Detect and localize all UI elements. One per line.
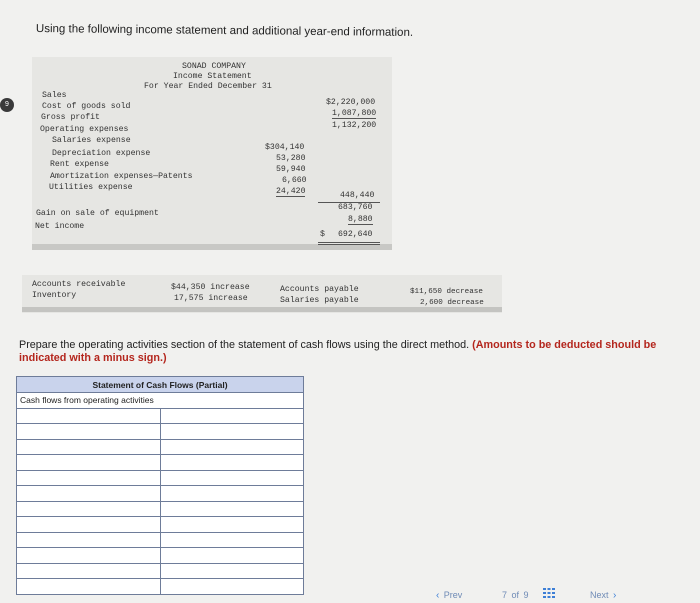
amount-input-cell[interactable]: [160, 563, 304, 579]
chevron-left-icon: ‹: [436, 590, 440, 601]
description-input-cell[interactable]: [17, 501, 161, 517]
sales-label: Sales: [42, 91, 67, 100]
net-income-double-rule: [318, 242, 380, 245]
additional-info-bottom-band: [22, 307, 502, 312]
rent-label: Rent expense: [50, 160, 109, 169]
grid-icon[interactable]: [543, 585, 555, 595]
cash-flow-table: [16, 376, 304, 595]
gain-label: Gain on sale of equipment: [36, 209, 159, 218]
table-row: [17, 563, 304, 579]
rent-value: 59,940: [276, 165, 306, 174]
description-input-cell[interactable]: [17, 486, 161, 502]
intro-text: Using the following income statement and additional year-end information.: [35, 23, 414, 39]
table-row: [17, 408, 304, 424]
page-total: 9: [523, 590, 529, 600]
accounts-receivable-value: $44,350 increase: [171, 283, 250, 292]
next-button[interactable]: [590, 585, 616, 603]
salaries-label: Salaries expense: [52, 136, 131, 145]
accounts-receivable-label: Accounts receivable: [32, 280, 126, 289]
table-row: [17, 517, 304, 533]
amount-input-cell[interactable]: [160, 486, 304, 502]
description-input-cell[interactable]: [17, 455, 161, 471]
table-row: [17, 579, 304, 595]
gross-profit-label: Gross profit: [41, 113, 100, 122]
amount-input-cell[interactable]: [160, 579, 304, 595]
amount-input-cell[interactable]: [160, 470, 304, 486]
company-name: SONAD COMPANY: [182, 62, 246, 71]
instructions-main: Prepare the operating activities section of the statement of cash flows using the direct method.: [19, 339, 470, 351]
chevron-right-icon: ›: [612, 590, 617, 601]
amount-input-cell[interactable]: [160, 408, 304, 424]
opex-label: Operating expenses: [40, 125, 129, 134]
depreciation-value: 53,280: [276, 154, 306, 163]
accounts-payable-label: Accounts payable: [280, 285, 359, 294]
cash-flow-table-header: Statement of Cash Flows (Partial): [17, 377, 304, 393]
page-separator: of: [511, 590, 519, 600]
gross-profit-value: 1,132,200: [332, 121, 377, 130]
amortization-label: Amortization expenses—Patents: [50, 172, 193, 181]
cash-flow-table-subheader: Cash flows from operating activities: [17, 393, 304, 409]
amount-input-cell[interactable]: [160, 455, 304, 471]
question-number-badge: 9: [0, 98, 14, 112]
table-row: [17, 532, 304, 548]
amount-input-cell[interactable]: [160, 439, 304, 455]
salaries-value: $304,140: [265, 143, 305, 152]
description-input-cell[interactable]: [17, 579, 161, 595]
amount-input-cell[interactable]: [160, 532, 304, 548]
utilities-label: Utilities expense: [49, 183, 133, 192]
salaries-payable-label: Salaries payable: [280, 296, 359, 305]
prev-button[interactable]: [436, 585, 462, 603]
table-row: [17, 501, 304, 517]
prev-label: Prev: [443, 590, 463, 600]
page-indicator: [502, 585, 528, 603]
description-input-cell[interactable]: [17, 532, 161, 548]
description-input-cell[interactable]: [17, 517, 161, 533]
inventory-value: 17,575 increase: [174, 294, 248, 303]
statement-period: For Year Ended December 31: [144, 82, 272, 91]
table-row: [17, 548, 304, 564]
table-row: [17, 424, 304, 440]
table-row: [17, 486, 304, 502]
net-income-value: 692,640: [338, 230, 373, 239]
description-input-cell[interactable]: [17, 424, 161, 440]
page-current: 7: [502, 590, 508, 600]
table-row: [17, 455, 304, 471]
amount-input-cell[interactable]: [160, 424, 304, 440]
inventory-label: Inventory: [32, 291, 77, 300]
table-row: [17, 439, 304, 455]
depreciation-label: Depreciation expense: [52, 149, 151, 158]
subtotal-value: 683,760: [338, 203, 373, 212]
sales-value: $2,220,000: [326, 98, 376, 107]
description-input-cell[interactable]: [17, 408, 161, 424]
cogs-label: Cost of goods sold: [42, 102, 131, 111]
utilities-value: 24,420: [276, 187, 306, 196]
salaries-payable-value: 2,600 decrease: [420, 299, 484, 307]
table-row: [17, 470, 304, 486]
instructions-text: [19, 339, 679, 365]
description-input-cell[interactable]: [17, 563, 161, 579]
amount-input-cell[interactable]: [160, 548, 304, 564]
cogs-value: 1,087,800: [332, 109, 377, 118]
description-input-cell[interactable]: [17, 439, 161, 455]
net-income-symbol: $: [320, 230, 325, 239]
statement-title: Income Statement: [173, 72, 252, 81]
accounts-payable-value: $11,650 decrease: [410, 288, 483, 296]
total-opex-value: 448,440: [340, 191, 375, 200]
amortization-value: 6,660: [282, 176, 307, 185]
description-input-cell[interactable]: [17, 470, 161, 486]
next-label: Next: [590, 590, 609, 600]
amount-input-cell[interactable]: [160, 517, 304, 533]
net-income-label: Net income: [35, 222, 85, 231]
amount-input-cell[interactable]: [160, 501, 304, 517]
gain-value: 8,880: [348, 215, 373, 224]
description-input-cell[interactable]: [17, 548, 161, 564]
instructions-emphasis: (Amounts to be deducted should be indicated with a minus sign.): [19, 339, 657, 364]
